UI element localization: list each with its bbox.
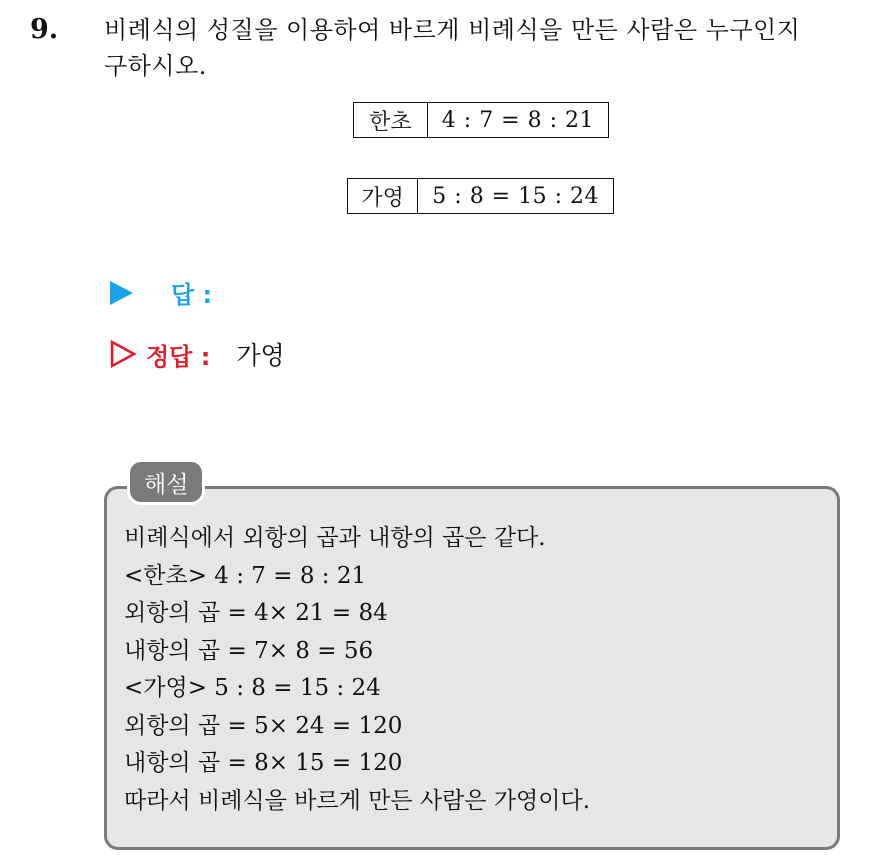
- explanation-line: 외항의 곱 = 5× 24 = 120: [124, 712, 403, 739]
- answer-label: 답 :: [171, 281, 213, 309]
- ratio-box-gayoung: [347, 178, 614, 214]
- play-triangle-icon: [110, 281, 133, 305]
- ratio-person-name: 한초: [354, 103, 428, 137]
- question-text-line: 구하시오.: [104, 52, 207, 80]
- explanation-body: [124, 520, 824, 820]
- question-text-line: 비례식의 성질을 이용하여 바르게 비례식을 만든 사람은 누구인지: [104, 16, 801, 44]
- explanation-line: 따라서 비례식을 바르게 만든 사람은 가영이다.: [124, 787, 591, 814]
- explanation-line: 내항의 곱 = 7× 8 = 56: [124, 637, 374, 664]
- question-number: 9.: [30, 14, 59, 45]
- ratio-person-name: 가영: [348, 179, 418, 213]
- explanation-line: <한초> 4 : 7 = 8 : 21: [124, 562, 367, 589]
- question-text: [104, 12, 874, 84]
- correct-answer-row: [110, 336, 285, 372]
- ratio-expression: 5 : 8 = 15 : 24: [432, 183, 599, 209]
- explanation-line: 비례식에서 외항의 곱과 내항의 곱은 같다.: [124, 525, 546, 551]
- answer-row: [110, 275, 212, 310]
- ratio-expression: 4 : 7 = 8 : 21: [441, 107, 594, 133]
- explanation-line: 내항의 곱 = 8× 15 = 120: [124, 750, 403, 776]
- correct-answer-value: 가영: [236, 341, 285, 370]
- outline-triangle-icon: [110, 340, 136, 368]
- explanation-line: 외항의 곱 = 4× 21 = 84: [124, 600, 388, 626]
- ratio-box-hancho: [353, 102, 609, 138]
- explanation-line: <가영> 5 : 8 = 15 : 24: [124, 675, 381, 701]
- correct-answer-label: 정답 :: [146, 342, 211, 371]
- explanation-tab: 해설: [127, 459, 205, 505]
